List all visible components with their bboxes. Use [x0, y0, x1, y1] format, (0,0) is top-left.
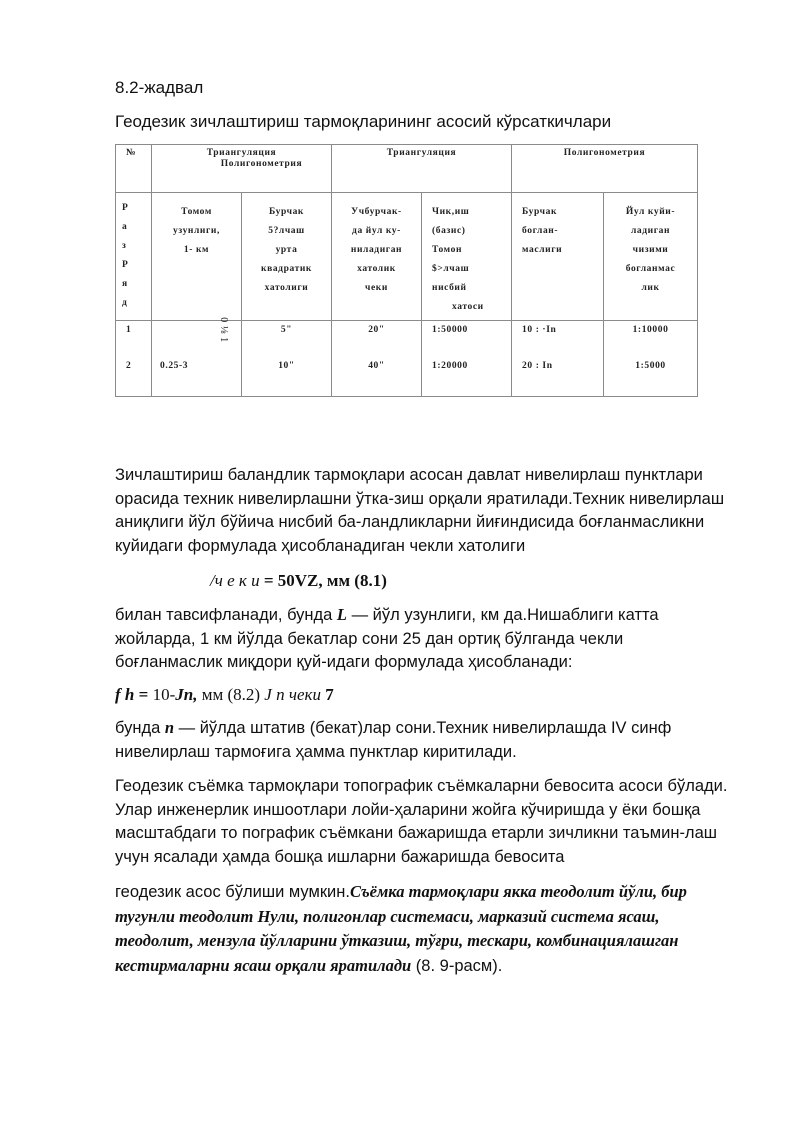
subheader-line: ниладиган	[350, 245, 403, 255]
paragraph-description	[115, 603, 735, 675]
rank-letter: д	[122, 298, 128, 308]
formula-part: мм (8.2)	[197, 685, 265, 704]
subheader-line: Бурчак	[268, 207, 305, 217]
indicators-table	[115, 144, 698, 397]
text-run: геодезик асос бўлиши мумкин.	[115, 883, 350, 901]
paragraph-survey-methods	[115, 880, 735, 978]
subheader-line: лик	[641, 283, 660, 293]
rank-cell	[116, 193, 152, 321]
cell-value: 1:5000	[635, 361, 666, 371]
table-title: Геодезик зичлаштириш тармоқларининг асосий кўрсаткичлари	[115, 112, 612, 131]
cell-value: 5"	[280, 325, 293, 335]
subheader-triangle-misclosure	[332, 193, 422, 321]
subheader-line: Йул куйи-	[625, 207, 676, 217]
subheader-line: ладиган	[630, 226, 671, 236]
subheader-line: Томон	[432, 245, 463, 255]
subheader-line: Чик,иш	[432, 207, 470, 217]
table-caption: 8.2-жадвал	[115, 78, 204, 97]
header-triangulation: Триангуляция	[332, 145, 512, 193]
side-length-value-2: 0.25-3	[160, 361, 189, 371]
subheader-line: боглан-	[522, 226, 559, 236]
paragraph-survey-networks: Геодезик съёмка тармоқлари топографик съёмкаларни бевосита асоси бўлади. Улар инженерлик иншоотлари лойи-ҳаларини жойга кўчиришда у ёки бошқа масштабдаги то пографик съёмкани бажаришда етарли зичликни таъмин-лаш учун ясалади ҳамда бошқа ишларни бажаришда бевосита	[115, 777, 728, 866]
subheader-line: урта	[275, 245, 298, 255]
emphasis-text: Съёмка тармоқлари якка теодолит йўли, бир тугунли теодолит Нули, полигонлар системаси, марказий система ясаш, теодолит, мензула йўлларини ўтказиш, тўғри, тескари, комбинациялашган кестирмаларни ясаш орқали яратилади	[115, 882, 687, 975]
subheader-line: 5?лчаш	[268, 226, 305, 236]
rank-letter: я	[122, 279, 128, 289]
formula-8-1	[210, 571, 387, 591]
formula-part: Jn,	[175, 685, 198, 704]
paragraph-stations	[115, 716, 735, 764]
subheader-line: да йул ку-	[352, 226, 401, 236]
row-number: 2	[126, 361, 132, 371]
header-number: №	[116, 145, 152, 193]
text-run: бунда	[115, 719, 165, 737]
subheader-line: $>лчаш	[432, 264, 470, 274]
triangle-misclosure-values	[332, 321, 422, 397]
header-group1-line2: Полигонометрия	[220, 159, 303, 169]
angle-misclosure-values	[512, 321, 604, 397]
subheader-line: хатоси	[452, 302, 484, 312]
formula-part: J п чеки	[264, 685, 321, 704]
subheader-linear-misclosure	[604, 193, 698, 321]
cell-value: 10 : ·In	[522, 325, 557, 335]
formula-lhs: /ч е к и	[210, 571, 260, 590]
cell-value: 20 : In	[522, 361, 553, 371]
table-subheader-row	[116, 193, 698, 321]
subheader-line: богланмас	[625, 264, 676, 274]
header-polygonometry: Полигонометрия	[512, 145, 698, 193]
subheader-line: Учбурчак-	[351, 207, 402, 217]
rank-letter: Р	[122, 203, 129, 213]
subheader-line: чизими	[632, 245, 669, 255]
formula-8-2	[115, 685, 334, 705]
formula-part: 10-	[152, 685, 176, 704]
formula-part: 7	[320, 685, 334, 704]
subheader-line: чеки	[365, 283, 388, 293]
paragraph-leveling: Зичлаштириш баландлик тармоқлари асосан давлат нивелирлаш пунктлари орасида техник нивелирлашни ўтка-зиш орқали яратилади.Техник нивелирлаш аниқлиги йўл бўйича нисбий ба-ландликларни йиғиндисида боғланмасликни куйидаги формулада ҳисобланадиган чекли хатолиги	[115, 466, 725, 555]
subheader-base-error	[422, 193, 512, 321]
rank-letter: а	[122, 222, 128, 232]
cell-value: 1:10000	[632, 325, 669, 335]
subheader-side-length	[152, 193, 242, 321]
symbol-L: L	[336, 605, 348, 624]
formula-part: f h	[115, 685, 135, 704]
subheader-line: хатолик	[357, 264, 396, 274]
subheader-angle-misclosure	[512, 193, 604, 321]
table-data-row	[116, 321, 698, 397]
row-numbers-cell	[116, 321, 152, 397]
subheader-line: хатолиги	[264, 283, 309, 293]
cell-value: 10"	[278, 361, 295, 371]
table-header-row	[116, 145, 698, 193]
cell-value: 40"	[368, 361, 385, 371]
subheader-line: (базис)	[432, 226, 466, 236]
cell-value: 20"	[368, 325, 385, 335]
symbol-n: п	[164, 718, 175, 737]
formula-part: =	[134, 685, 153, 704]
header-triangulation-polygonometry	[152, 145, 332, 193]
subheader-line: маслиги	[522, 245, 563, 255]
subheader-line: Томом	[181, 207, 212, 217]
text-run: — йўлда штатив (бекат)лар сони.Техник нивелирлашда IV синф нивелирлаш тармоғига ҳамма пунктлар киритилади.	[115, 719, 672, 761]
cell-value: 1:20000	[432, 361, 468, 371]
rotated-value: 0 ⅛ 1	[217, 317, 229, 343]
base-error-values	[422, 321, 512, 397]
cell-value: 1:50000	[432, 325, 468, 335]
header-group1-line1: Триангуляция	[206, 148, 277, 158]
subheader-line: Бурчак	[522, 207, 558, 217]
text-run: (8. 9-расм).	[411, 956, 503, 975]
row-number: 1	[126, 325, 132, 335]
rank-letter: з	[122, 241, 127, 251]
subheader-line: квадратик	[261, 264, 312, 274]
angle-error-values	[242, 321, 332, 397]
subheader-line: узунлиги,	[173, 226, 220, 236]
subheader-angle-error	[242, 193, 332, 321]
linear-misclosure-values	[604, 321, 698, 397]
side-length-value-1	[152, 317, 241, 360]
side-length-values	[152, 317, 242, 397]
formula-rhs: = 50VZ, мм (8.1)	[259, 571, 387, 590]
subheader-line: нисбий	[432, 283, 467, 293]
subheader-line: 1- км	[183, 245, 210, 255]
rank-letter: Р	[122, 260, 129, 270]
text-run: — йўл узунлиги, км да.Нишаблиги катта жойларда, 1 км йўлда бекатлар сони 25 дан ортиқ бўлганда чекли боғланмаслик миқдори қуй-идаги формулада ҳисобланади:	[115, 606, 659, 671]
text-run: билан тавсифланади, бунда	[115, 606, 337, 624]
